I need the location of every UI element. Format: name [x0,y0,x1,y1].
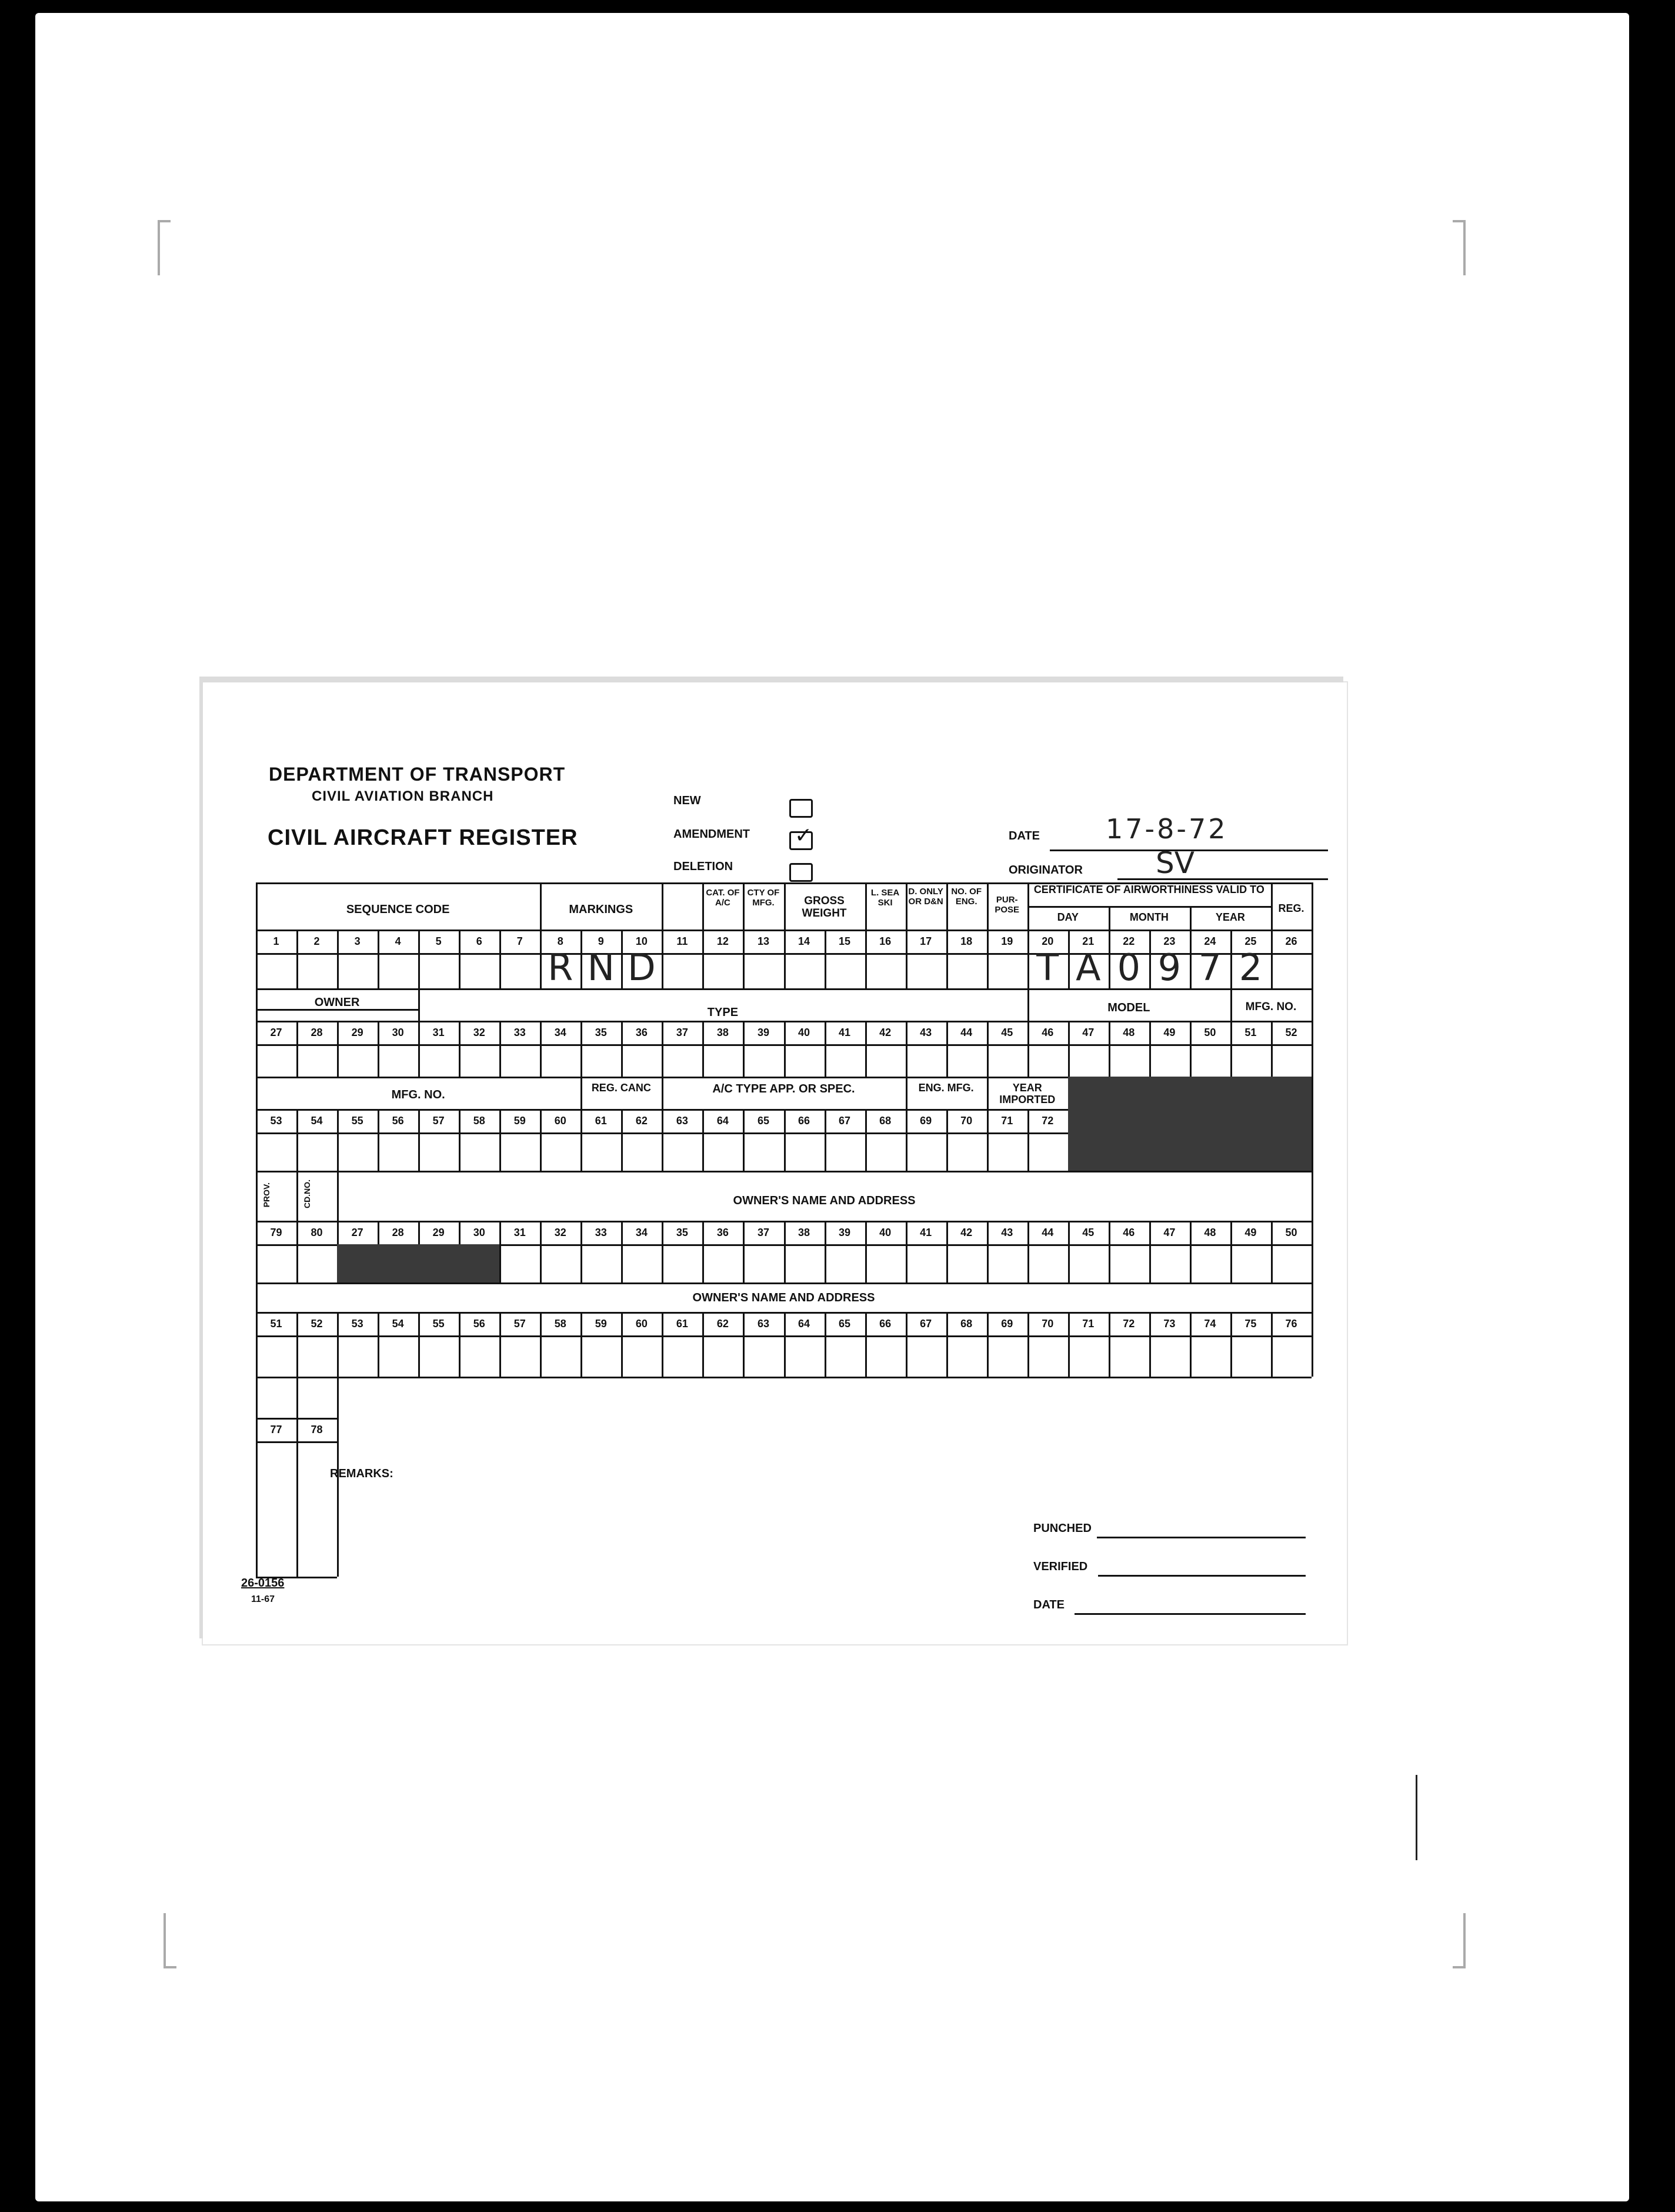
row3-cell-number: 60 [554,1115,566,1127]
row4-cell-number: 42 [960,1227,973,1238]
verified-line [1098,1575,1306,1577]
bottom-date-label: DATE [1033,1598,1065,1611]
handwritten-entry: R [548,946,573,989]
deletion-label: DELETION [673,860,733,873]
register-grid [203,682,1347,1644]
row5-cell-number: 66 [879,1318,892,1330]
row4-cell-number: 48 [1204,1227,1216,1238]
row3-cell-number: 69 [920,1115,932,1127]
row4-cell-number: 35 [676,1227,688,1238]
reg-header: REG. [1278,902,1304,914]
row2-cell-number: 42 [879,1027,892,1038]
row2-cell-number: 28 [311,1027,323,1038]
row4-cell-number: 43 [1001,1227,1013,1238]
certificate-header: CERTIFICATE OF AIRWORTHINESS VALID TO [1033,884,1264,895]
row1-cell-number: 14 [798,935,810,947]
row5-cell-number: 67 [920,1318,932,1330]
owner-header: OWNER [314,996,360,1009]
row1-cell-number: 16 [879,935,892,947]
row3-cell-number: 61 [595,1115,607,1127]
row4-cell-number: 46 [1123,1227,1135,1238]
date-label: DATE [1009,830,1040,842]
row4-cell-number: 40 [879,1227,892,1238]
row4-cell-number: 47 [1163,1227,1176,1238]
amendment-label: AMENDMENT [673,828,750,841]
eng-mfg-header: ENG. MFG. [918,1082,974,1094]
row4-cell-number: 45 [1082,1227,1095,1238]
row5-cell-number: 76 [1285,1318,1297,1330]
date-value: 17-8-72 [1106,813,1228,845]
row4-cell-number: 36 [716,1227,729,1238]
mfg-no-2-header: MFG. NO. [391,1088,445,1101]
remarks-number-line [256,1441,337,1443]
d-only-header: D. ONLY OR D&N [908,887,943,907]
reg-canc-header: REG. CANC [591,1082,651,1094]
handwritten-entry: N [587,946,615,989]
row2-cell-number: 34 [554,1027,566,1038]
row5-cell-number: 57 [513,1318,526,1330]
row4-cell-number: 33 [595,1227,607,1238]
row5-cell-number: 51 [270,1318,282,1330]
row5-cell-number: 72 [1123,1318,1135,1330]
row1-cell-number: 10 [635,935,648,947]
l-sea-ski-header: L. SEA SKI [870,888,900,908]
row1-cell-number: 2 [313,935,320,947]
row2-cell-number: 37 [676,1027,688,1038]
row5-cell-number: 52 [311,1318,323,1330]
row1-cell-number: 22 [1123,935,1135,947]
row2-cell-number: 35 [595,1027,607,1038]
row2-cell-number: 43 [920,1027,932,1038]
row2-cell-number: 27 [270,1027,282,1038]
row1-cell-number: 21 [1082,935,1095,947]
grid-right [1312,882,1313,1377]
remarks-divider [296,1377,298,1577]
cty-header: CTY OF MFG. [747,888,780,908]
row4-cell-number: 79 [270,1227,282,1238]
row5-cell-number: 73 [1163,1318,1176,1330]
row2-cell-number: 50 [1204,1027,1216,1038]
row3-cell-number: 58 [473,1115,485,1127]
row1-cell-number: 1 [273,935,279,947]
row4-cell-number: 80 [311,1227,323,1238]
form-number: 26-0156 [241,1577,285,1590]
crop-mark-bottom-right [1453,1913,1466,1968]
sequence-code-header: SEQUENCE CODE [346,903,450,916]
header-divider [296,1171,298,1221]
row4-cell-number: 29 [432,1227,445,1238]
handwritten-entry: D [627,946,656,989]
row1-cell-number: 7 [516,935,523,947]
row6-cell-number: 77 [270,1424,282,1435]
row5-cell-number: 58 [554,1318,566,1330]
row5-cell-number: 60 [635,1318,648,1330]
row5-cell-number: 65 [839,1318,851,1330]
row1-cell-number: 13 [757,935,769,947]
markings-header: MARKINGS [569,903,633,916]
cat-header: CAT. OF A/C [706,888,740,908]
row4-cell-number: 39 [839,1227,851,1238]
shaded-block [1068,1077,1312,1171]
day-header: DAY [1057,911,1079,923]
row2-cell-number: 49 [1163,1027,1176,1038]
month-header: MONTH [1129,911,1169,923]
form-title: CIVIL AIRCRAFT REGISTER [268,825,578,850]
mfg-no-header: MFG. NO. [1245,1001,1297,1013]
row2-cell-number: 52 [1285,1027,1297,1038]
row2-cell-number: 39 [757,1027,769,1038]
row5-cell-number: 74 [1204,1318,1216,1330]
handwritten-entry: 0 [1117,946,1141,989]
verified-label: VERIFIED [1033,1560,1088,1573]
row1-cell-number: 18 [960,935,973,947]
row1-cell-number: 3 [354,935,361,947]
row1-cell-number: 23 [1163,935,1176,947]
row3-cell-number: 63 [676,1115,688,1127]
row1-cell-number: 17 [920,935,932,947]
row4-cell-number: 30 [473,1227,485,1238]
row2-cell-number: 40 [798,1027,810,1038]
type-header: TYPE [707,1006,739,1019]
row3-cell-number: 67 [839,1115,851,1127]
handwritten-entry: T [1036,946,1059,989]
row2-cell-number: 29 [351,1027,363,1038]
row5-cell-number: 61 [676,1318,688,1330]
row3-cell-number: 59 [513,1115,526,1127]
row2-cell-number: 48 [1123,1027,1135,1038]
branch-heading: CIVIL AVIATION BRANCH [312,788,494,804]
row3-cell-number: 71 [1001,1115,1013,1127]
row4-cell-number: 27 [351,1227,363,1238]
row2-cell-number: 46 [1042,1027,1054,1038]
row4-cell-number: 38 [798,1227,810,1238]
owner-name-header: OWNER'S NAME AND ADDRESS [733,1194,916,1207]
row5-cell-number: 71 [1082,1318,1095,1330]
row3-cell-number: 66 [798,1115,810,1127]
row2-cell-number: 33 [513,1027,526,1038]
purpose-header: PUR- POSE [995,895,1020,915]
row4-cell-number: 41 [920,1227,932,1238]
row5-cell-number: 59 [595,1318,607,1330]
scratch-mark [1416,1775,1417,1860]
row2-cell-number: 51 [1244,1027,1257,1038]
year-imported-header: YEAR IMPORTED [999,1082,1056,1105]
row1-cell-number: 4 [395,935,401,947]
bottom-date-line [1075,1613,1306,1615]
row5-cell-number: 69 [1001,1318,1013,1330]
row5-cell-number: 55 [432,1318,445,1330]
handwritten-entry: 9 [1157,946,1182,989]
originator-label: ORIGINATOR [1009,864,1083,877]
row5-cell-number: 56 [473,1318,485,1330]
row5-cell-number: 68 [960,1318,973,1330]
grid-row-bottom [256,1282,1312,1284]
row3-cell-number: 70 [960,1115,973,1127]
row1-cell-number: 8 [557,935,563,947]
row5-cell-number: 64 [798,1318,810,1330]
row4-cell-number: 50 [1285,1227,1297,1238]
handwritten-entry: A [1076,946,1101,989]
row5-cell-number: 70 [1042,1318,1054,1330]
row5-cell-number: 62 [716,1318,729,1330]
row3-cell-number: 68 [879,1115,892,1127]
register-card [203,682,1347,1644]
row4-cell-number: 49 [1244,1227,1257,1238]
prov-header: PROV. [262,1182,271,1208]
gross-weight-header: GROSS WEIGHT [802,895,847,920]
shaded-block [337,1244,499,1282]
row3-cell-number: 53 [270,1115,282,1127]
row2-cell-number: 32 [473,1027,485,1038]
row5-cell-number: 63 [757,1318,769,1330]
row2-cell-number: 38 [716,1027,729,1038]
row2-cell-number: 47 [1082,1027,1095,1038]
row3-cell-number: 55 [351,1115,363,1127]
row1-cell-number: 11 [676,935,688,947]
row2-cell-number: 31 [432,1027,445,1038]
row1-cell-number: 15 [839,935,851,947]
row3-cell-number: 56 [392,1115,404,1127]
row1-cell-number: 26 [1285,935,1297,947]
row1-cell-number: 5 [435,935,442,947]
certificate-subline [1027,906,1271,908]
row2-cell-number: 45 [1001,1027,1013,1038]
handwritten-entry: 7 [1198,946,1222,989]
row3-cell-number: 72 [1042,1115,1054,1127]
row1-cell-number: 24 [1204,935,1216,947]
ac-type-header: A/C TYPE APP. OR SPEC. [712,1082,855,1095]
row2-cell-number: 41 [839,1027,851,1038]
row3-cell-number: 64 [716,1115,729,1127]
cd-no-header: CD.NO. [302,1180,312,1208]
row2-cell-number: 44 [960,1027,973,1038]
grid-row-bottom [256,1377,1312,1378]
row5-cell-number: 54 [392,1318,404,1330]
row3-cell-number: 62 [635,1115,648,1127]
owner-subline [256,1009,418,1011]
check-mark-icon: ✓ [795,824,813,848]
row3-cell-number: 65 [757,1115,769,1127]
row4-cell-number: 37 [757,1227,769,1238]
row1-cell-number: 20 [1042,935,1054,947]
row1-cell-number: 6 [476,935,482,947]
form-revision: 11-67 [251,1594,275,1604]
row3-cell-number: 54 [311,1115,323,1127]
no-of-eng-header: NO. OF ENG. [951,887,982,907]
remarks-number-line [256,1418,337,1420]
remarks-left [256,1377,258,1577]
model-header: MODEL [1107,1001,1150,1014]
header-divider [662,882,663,930]
crop-mark-bottom-left [164,1913,176,1968]
row1-cell-number: 9 [598,935,604,947]
row4-cell-number: 44 [1042,1227,1054,1238]
crop-mark-top-right [1453,220,1466,275]
row1-cell-number: 12 [716,935,729,947]
handwritten-entry: 2 [1239,946,1263,989]
originator-value: SV [1156,846,1194,880]
row6-cell-number: 78 [311,1424,323,1435]
row4-cell-number: 32 [554,1227,566,1238]
row4-cell-number: 28 [392,1227,404,1238]
row2-cell-number: 30 [392,1027,404,1038]
punched-line [1097,1537,1306,1538]
year-header: YEAR [1215,911,1245,923]
row5-cell-number: 75 [1244,1318,1257,1330]
remarks-label: REMARKS: [330,1467,393,1480]
department-heading: DEPARTMENT OF TRANSPORT [269,764,566,785]
grid-row-bottom [256,1171,1312,1172]
row1-cell-number: 25 [1244,935,1257,947]
row2-cell-number: 36 [635,1027,648,1038]
row5-cell-number: 53 [351,1318,363,1330]
row1-cell-number: 19 [1001,935,1013,947]
row3-cell-number: 57 [432,1115,445,1127]
owner-name-2-header: OWNER'S NAME AND ADDRESS [692,1291,875,1304]
row4-cell-number: 34 [635,1227,648,1238]
row4-cell-number: 31 [513,1227,526,1238]
new-label: NEW [673,794,701,807]
crop-mark-top-left [158,220,171,275]
punched-label: PUNCHED [1033,1522,1092,1535]
